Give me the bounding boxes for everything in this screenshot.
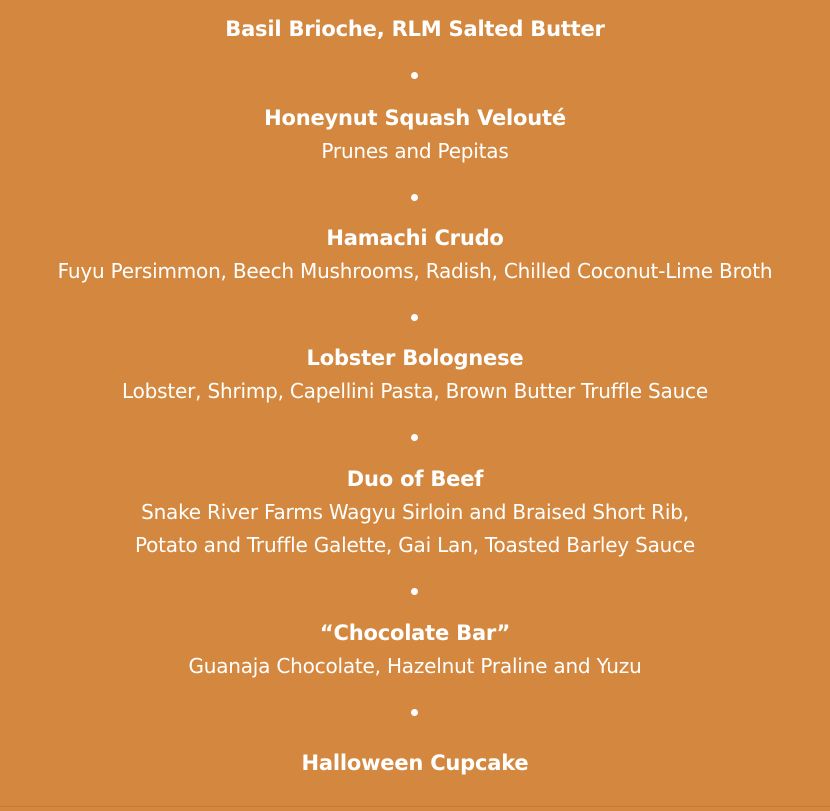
separator-dot xyxy=(411,434,418,441)
course-desc-hamachi-crudo: Fuyu Persimmon, Beech Mushrooms, Radish, Chilled Coconut-Lime Broth xyxy=(57,259,773,283)
course-desc-lobster-bolognese: Lobster, Shrimp, Capellini Pasta, Brown Butter Truffle Sauce xyxy=(122,379,708,403)
course-title-halloween-cupcake: Halloween Cupcake xyxy=(301,751,529,775)
separator-dot xyxy=(411,709,418,716)
course-desc-chocolate-bar: Guanaja Chocolate, Hazelnut Praline and Yuzu xyxy=(188,654,642,678)
course-title-duo-of-beef: Duo of Beef xyxy=(346,467,484,491)
course-title-honeynut-squash: Honeynut Squash Velouté xyxy=(264,106,566,130)
course-title-basil-brioche: Basil Brioche, RLM Salted Butter xyxy=(225,17,605,41)
separator-dot xyxy=(411,194,418,201)
course-desc-duo-of-beef-line1: Snake River Farms Wagyu Sirloin and Braised Short Rib, xyxy=(141,500,689,524)
course-desc-duo-of-beef-line2: Potato and Truffle Galette, Gai Lan, Toasted Barley Sauce xyxy=(134,533,696,557)
separator-dot xyxy=(411,314,418,321)
course-desc-honeynut-squash: Prunes and Pepitas xyxy=(321,139,509,163)
separator-dot xyxy=(411,588,418,595)
course-title-chocolate-bar: “Chocolate Bar” xyxy=(319,621,511,645)
course-title-lobster-bolognese: Lobster Bolognese xyxy=(306,346,524,370)
separator-dot xyxy=(411,72,418,79)
course-title-hamachi-crudo: Hamachi Crudo xyxy=(326,226,504,250)
